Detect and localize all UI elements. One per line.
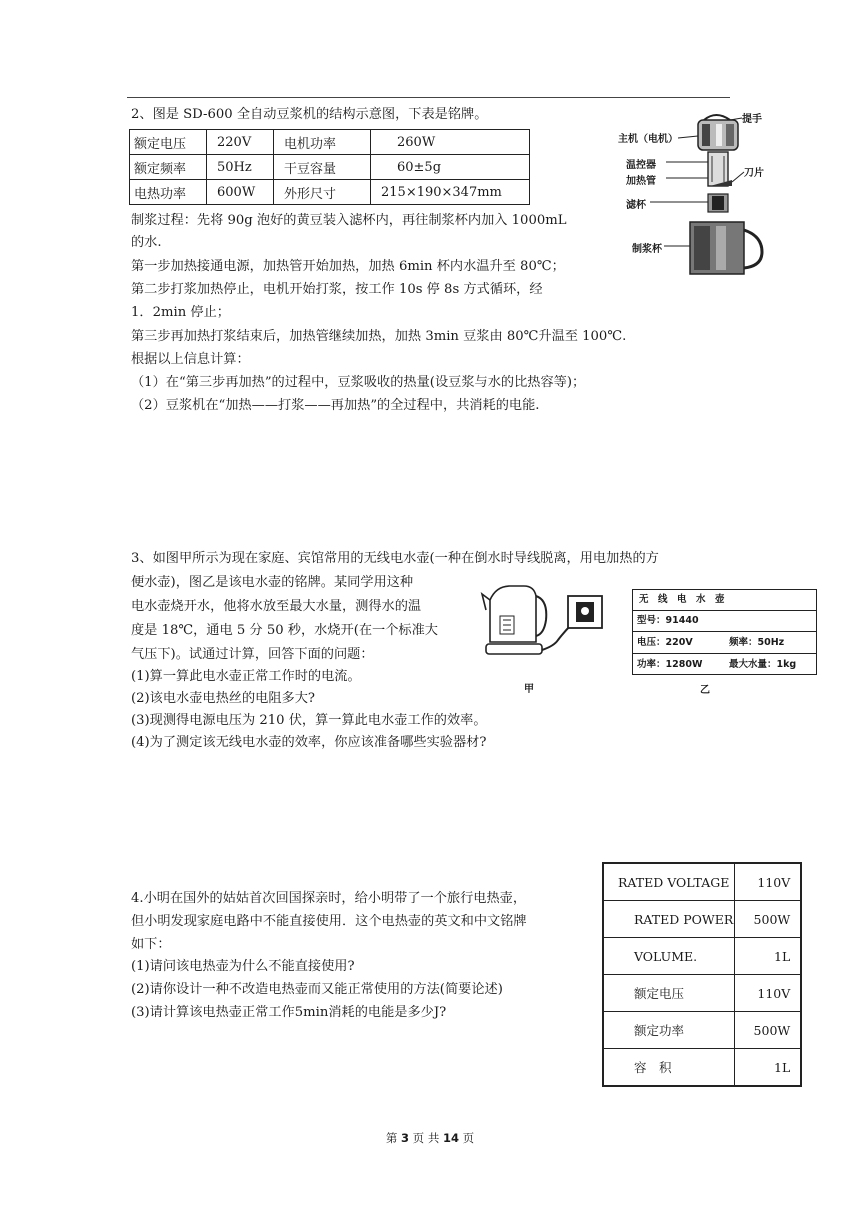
soymilk-maker-figure <box>612 106 780 278</box>
nameplate-voltage: 电压：220V <box>637 637 693 648</box>
table-cell: 1L <box>735 938 802 975</box>
table-row <box>603 1049 801 1087</box>
label-thermostat: 温控器 <box>626 160 656 171</box>
table-cell: 600W <box>207 180 274 205</box>
q4-line: (2)请你设计一种不改造电热壶而又能正常使用的方法(简要论述) <box>131 982 503 997</box>
label-filter: 滤杯 <box>626 200 646 211</box>
table-cell: 215×190×347mm <box>371 180 530 205</box>
label-motor: 主机（电机） <box>618 134 678 145</box>
q2-line: 第一步加热接通电源，加热管开始加热，加热 6min 杯内水温升至 80℃； <box>131 259 565 274</box>
kettle-nameplate <box>632 589 817 675</box>
page-footer <box>0 1130 860 1146</box>
table-cell: 容 积 <box>603 1049 735 1087</box>
nameplate-max-water: 最大水量：1kg <box>729 659 797 670</box>
table-row <box>603 1012 801 1049</box>
q3-line: (2)该电水壶电热丝的电阻多大? <box>131 691 315 706</box>
q2-line: （1）在“第三步再加热”的过程中，豆浆吸收的热量(设豆浆与水的比热容等)； <box>131 375 586 390</box>
nameplate-title: 无 线 电 水 壶 <box>633 590 816 611</box>
q2-nameplate-table <box>129 129 530 205</box>
table-cell: 500W <box>735 901 802 938</box>
q3-line: 电水壶烧开水，他将水放至最大水量，测得水的温 <box>131 599 422 614</box>
kettle-figure <box>476 580 616 695</box>
table-cell: VOLUME. <box>603 938 735 975</box>
table-row <box>603 863 801 901</box>
q2-line: 制浆过程：先将 90g 泡好的黄豆装入滤杯内，再往制浆杯内加入 1000mL <box>131 213 567 228</box>
q2-line: 第二步打浆加热停止，电机开始打浆，按工作 10s 停 8s 方式循环，经 <box>131 282 543 297</box>
table-cell: RATED VOLTAGE <box>603 863 735 901</box>
q3-line: (4)为了测定该无线电水壶的效率，你应该准备哪些实验器材? <box>131 735 487 750</box>
table-cell: 电热功率 <box>130 180 207 205</box>
q3-line: (3)现测得电源电压为 210 伏，算一算此电水壶工作的效率。 <box>131 713 487 728</box>
q4-line: 但小明发现家庭电路中不能直接使用．这个电热壶的英文和中文铭牌 <box>131 914 527 929</box>
q2-line: 的水. <box>131 235 162 250</box>
table-row <box>603 901 801 938</box>
table-row <box>603 938 801 975</box>
table-cell: 额定功率 <box>603 1012 735 1049</box>
q2-line: 1．2min 停止； <box>131 305 230 320</box>
table-row <box>603 975 801 1012</box>
table-cell: 500W <box>735 1012 802 1049</box>
q3-line: 气压下)。试通过计算，回答下面的问题： <box>131 647 374 662</box>
q4-nameplate-table <box>602 862 802 1087</box>
q3-line: 度是 18℃，通电 5 分 50 秒，水烧开(在一个标准大 <box>131 623 438 638</box>
kettle-drawing <box>476 580 616 680</box>
fig-a-label: 甲 <box>524 684 534 695</box>
q3-line: 便水壶)，图乙是该电水壶的铭牌。某同学用这种 <box>131 575 414 590</box>
header-rule <box>127 97 730 98</box>
q2-title: 2、图是 SD-600 全自动豆浆机的结构示意图，下表是铭牌。 <box>131 107 488 122</box>
table-cell: 110V <box>735 863 802 901</box>
nameplate-model: 型号：91440 <box>633 611 816 632</box>
nameplate-row <box>633 654 816 675</box>
footer-pre: 第 <box>385 1131 398 1145</box>
table-row <box>130 155 530 180</box>
table-cell: 60±5g <box>371 155 530 180</box>
table-cell: RATED POWER <box>603 901 735 938</box>
table-cell: 260W <box>371 130 530 155</box>
label-heater: 加热管 <box>626 176 656 187</box>
q3-line: (1)算一算此电水壶正常工作时的电流。 <box>131 669 361 684</box>
table-cell: 额定电压 <box>130 130 207 155</box>
q4-line: (3)请计算该电热壶正常工作5min消耗的电能是多少J? <box>131 1005 447 1020</box>
table-row <box>130 130 530 155</box>
table-cell: 额定频率 <box>130 155 207 180</box>
nameplate-frequency: 频率：50Hz <box>729 637 785 648</box>
nameplate-power: 功率：1280W <box>637 659 703 670</box>
table-cell: 1L <box>735 1049 802 1087</box>
footer-total-pages: 14 <box>442 1131 459 1145</box>
table-cell: 50Hz <box>207 155 274 180</box>
q2-line: 根据以上信息计算： <box>131 352 250 367</box>
q4-line: (1)请问该电热壶为什么不能直接使用? <box>131 959 355 974</box>
q4-line: 4.小明在国外的姑姑首次回国探亲时，给小明带了一个旅行电热壶， <box>131 891 527 906</box>
footer-mid: 页 共 <box>412 1131 440 1145</box>
table-cell: 110V <box>735 975 802 1012</box>
label-handle: 提手 <box>742 114 762 125</box>
label-cup: 制浆杯 <box>632 244 662 255</box>
table-cell: 干豆容量 <box>274 155 371 180</box>
table-cell: 电机功率 <box>274 130 371 155</box>
table-cell: 220V <box>207 130 274 155</box>
nameplate-row <box>633 632 816 654</box>
table-row <box>130 180 530 205</box>
q2-line: （2）豆浆机在“加热——打浆——再加热”的全过程中，共消耗的电能. <box>131 398 540 413</box>
fig-b-label: 乙 <box>700 685 710 696</box>
footer-post: 页 <box>462 1131 475 1145</box>
table-cell: 额定电压 <box>603 975 735 1012</box>
q4-line: 如下： <box>131 937 171 952</box>
table-cell: 外形尺寸 <box>274 180 371 205</box>
label-blade: 刀片 <box>744 168 764 179</box>
q2-line: 第三步再加热打浆结束后，加热管继续加热，加热 3min 豆浆由 80℃升温至 100℃. <box>131 329 627 344</box>
q3-line: 3、如图甲所示为现在家庭、宾馆常用的无线电水壶(一种在倒水时导线脱离，用电加热的方 <box>131 551 659 566</box>
footer-page-number: 3 <box>401 1131 410 1145</box>
